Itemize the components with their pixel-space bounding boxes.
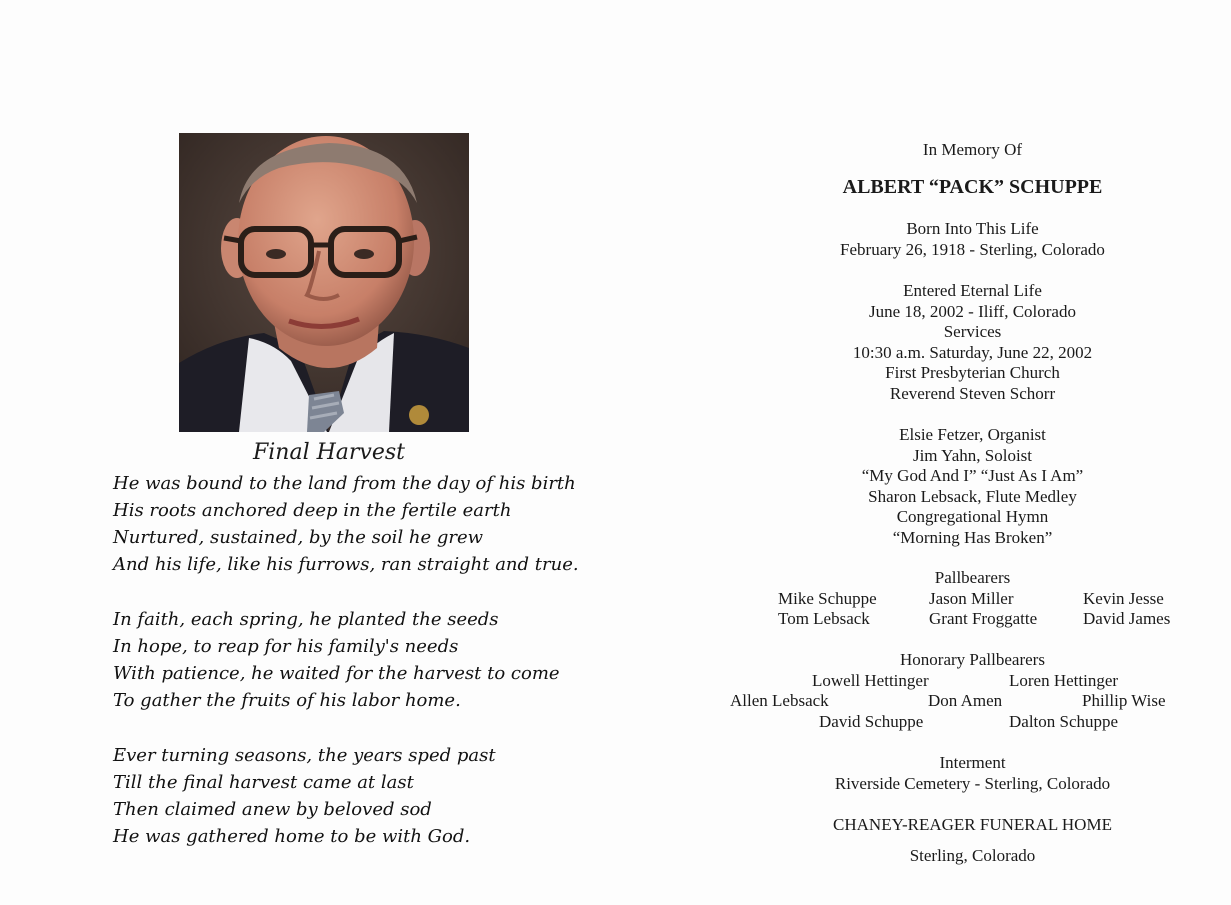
- pallbearers-label: Pallbearers: [934, 568, 1011, 587]
- pallbearer-name: Tom Lebsack: [778, 609, 870, 628]
- born-detail: February 26, 1918 - Sterling, Colorado: [840, 240, 1105, 259]
- portrait-photo: [179, 133, 469, 432]
- pallbearer-name: Grant Froggatte: [929, 609, 1038, 628]
- music-item: Congregational Hymn: [896, 507, 1049, 526]
- poem-line: Till the final harvest came at last: [113, 772, 414, 793]
- poem-line: With patience, he waited for the harvest to come: [113, 663, 560, 684]
- music-item: Elsie Fetzer, Organist: [899, 425, 1046, 444]
- poem-line: He was bound to the land from the day of his birth: [113, 473, 576, 494]
- portrait-illustration: [179, 133, 469, 432]
- honorary-name: Don Amen: [928, 691, 1003, 710]
- poem-title: Final Harvest: [252, 440, 405, 465]
- memorial-heading: In Memory Of: [922, 140, 1023, 159]
- poem-body: [113, 470, 579, 878]
- poem-line: His roots anchored deep in the fertile earth: [113, 500, 512, 521]
- pallbearer-name: Jason Miller: [929, 589, 1014, 608]
- music-item: Jim Yahn, Soloist: [912, 446, 1033, 465]
- funeral-home-city: Sterling, Colorado: [909, 846, 1036, 865]
- poem-line: In hope, to reap for his family's needs: [113, 636, 459, 657]
- pallbearer-name: David James: [1083, 609, 1171, 628]
- services-place: First Presbyterian Church: [885, 363, 1060, 382]
- music-item: Sharon Lebsack, Flute Medley: [868, 487, 1077, 506]
- poem-line: Then claimed anew by beloved sod: [113, 799, 432, 820]
- honorary-name: Dalton Schuppe: [1009, 712, 1119, 731]
- pallbearer-name: Kevin Jesse: [1083, 589, 1164, 608]
- honorary-label: Honorary Pallbearers: [900, 650, 1045, 669]
- died-label: Entered Eternal Life: [903, 281, 1042, 300]
- poem-stanza: [113, 606, 560, 714]
- died-detail: June 18, 2002 - Iliff, Colorado: [869, 302, 1076, 321]
- poem-line: Nurtured, sustained, by the soil he grew: [113, 527, 484, 548]
- interment-label: Interment: [939, 753, 1006, 772]
- poem-stanza: [113, 742, 543, 850]
- poem-line: In faith, each spring, he planted the seeds: [113, 609, 499, 630]
- poem-line: And his life, like his furrows, ran straight and true.: [113, 554, 579, 575]
- poem-line: He was gathered home to be with God.: [113, 826, 471, 847]
- honorary-name: Allen Lebsack: [730, 691, 829, 710]
- honorary-name: Loren Hettinger: [1009, 671, 1119, 690]
- deceased-name: ALBERT “PACK” SCHUPPE: [842, 176, 1103, 198]
- honorary-name: Lowell Hettinger: [812, 671, 929, 690]
- services-label: Services: [943, 322, 1002, 341]
- pallbearer-name: Mike Schuppe: [778, 589, 877, 608]
- services-officiant: Reverend Steven Schorr: [889, 384, 1056, 403]
- poem-line: To gather the fruits of his labor home.: [113, 690, 461, 711]
- music-item: “My God And I” “Just As I Am”: [861, 466, 1084, 485]
- services-time: 10:30 a.m. Saturday, June 22, 2002: [852, 343, 1093, 362]
- funeral-home-name: CHANEY-REAGER FUNERAL HOME: [833, 815, 1112, 834]
- born-label: Born Into This Life: [906, 219, 1039, 238]
- interment-place: Riverside Cemetery - Sterling, Colorado: [834, 774, 1111, 793]
- honorary-name: David Schuppe: [819, 712, 924, 731]
- honorary-name: Phillip Wise: [1082, 691, 1166, 710]
- poem-line: Ever turning seasons, the years sped past: [113, 745, 496, 766]
- poem-stanza: [113, 470, 579, 578]
- music-item: “Morning Has Broken”: [892, 528, 1053, 547]
